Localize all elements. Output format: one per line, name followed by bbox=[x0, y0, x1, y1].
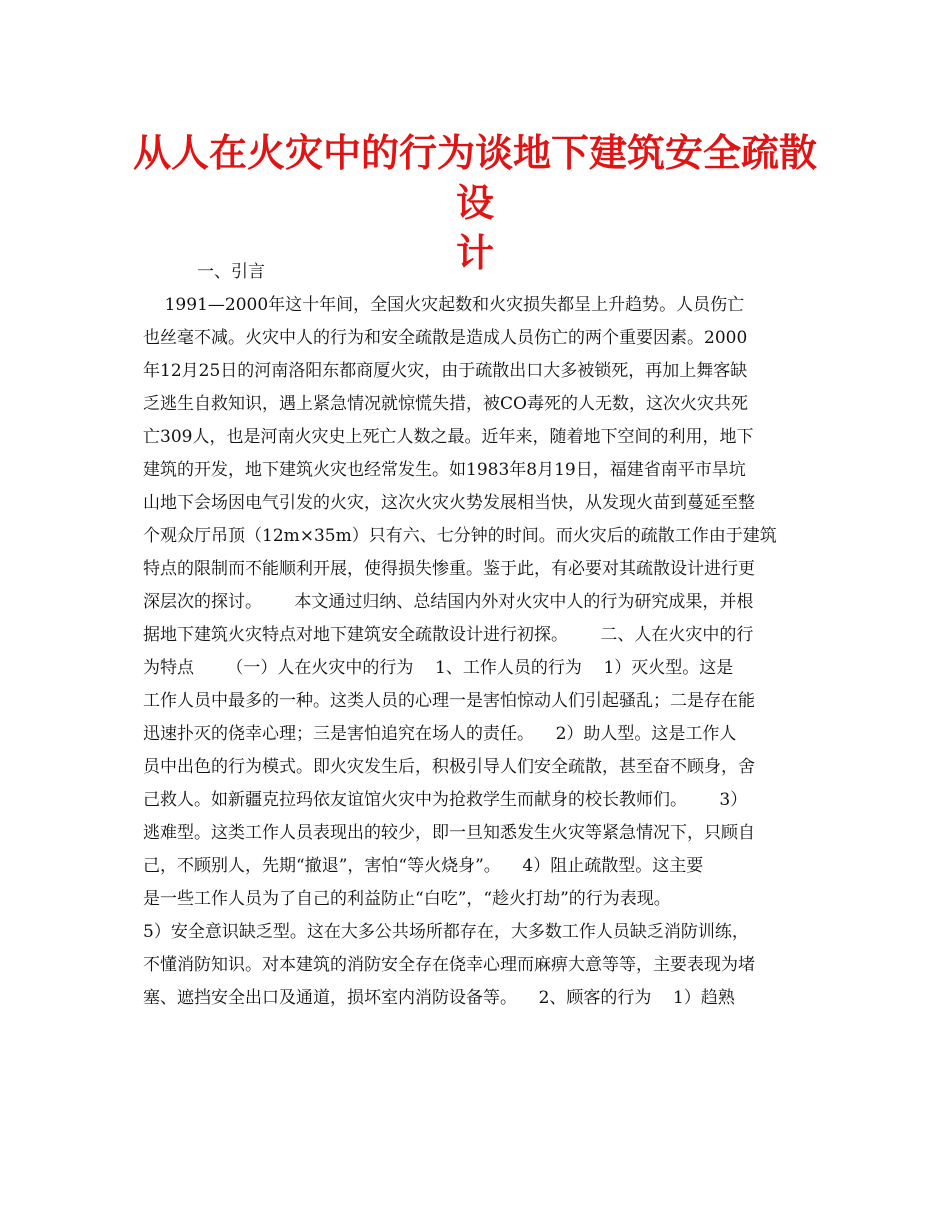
body-line: 工作人员中最多的一种。这类人员的心理一是害怕惊动人们引起骚乱；二是存在能 bbox=[143, 691, 755, 711]
body-line: 也丝毫不减。火灾中人的行为和安全疏散是造成人员伤亡的两个重要因素。2000 bbox=[143, 328, 748, 348]
body-line: 为特点 （一）人在火灾中的行为 1、工作人员的行为 1）灭火型。这是 bbox=[143, 658, 734, 678]
title-line-1: 从人在火灾中的行为谈地下建筑安全疏散设 bbox=[132, 130, 817, 225]
body-line: 建筑的开发，地下建筑火灾也经常发生。如1983年8月19日，福建省南平市旱坑 bbox=[143, 460, 746, 480]
body-line: 逃难型。这类工作人员表现出的较少，即一旦知悉发生火灾等紧急情况下，只顾自 bbox=[143, 823, 755, 843]
body-line: 己救人。如新疆克拉玛依友谊馆火灾中为抢救学生而献身的校长教师们。 3） bbox=[143, 790, 748, 810]
document-body bbox=[143, 256, 813, 1015]
body-line: 一、引言 bbox=[143, 262, 266, 282]
body-line: 个观众厅吊顶（12m×35m）只有六、七分钟的时间。而火灾后的疏散工作由于建筑 bbox=[143, 526, 777, 546]
body-line: 员中出色的行为模式。即火灾发生后，积极引导人们安全疏散，甚至奋不顾身，舍 bbox=[143, 757, 755, 777]
body-line: 山地下会场因电气引发的火灾，这次火灾火势发展相当快，从发现火苗到蔓延至整 bbox=[143, 493, 755, 513]
body-line: 塞、遮挡安全出口及通道，损坏室内消防设备等。 2、顾客的行为 1）趋熟 bbox=[143, 988, 735, 1008]
body-line: 深层次的探讨。 本文通过归纳、总结国内外对火灾中人的行为研究成果，并根 bbox=[143, 592, 754, 612]
body-line: 据地下建筑火灾特点对地下建筑安全疏散设计进行初探。 二、人在火灾中的行 bbox=[143, 625, 754, 645]
body-line: 1991—2000年这十年间，全国火灾起数和火灾损失都呈上升趋势。人员伤亡 bbox=[143, 295, 745, 315]
body-line: 乏逃生自救知识，遇上紧急情况就惊慌失措，被CO毒死的人无数，这次火灾共死 bbox=[143, 394, 748, 414]
body-line: 亡309人，也是河南火灾史上死亡人数之最。近年来，随着地下空间的利用，地下 bbox=[143, 427, 754, 447]
body-line: 己，不顾别人，先期“撤退”，害怕“等火烧身”。 4）阻止疏散型。这主要 bbox=[143, 856, 704, 876]
body-line: 年12月25日的河南洛阳东都商厦火灾，由于疏散出口大多被锁死，再加上舞客缺 bbox=[143, 361, 748, 381]
body-line: 不懂消防知识。对本建筑的消防安全存在侥幸心理而麻痹大意等等，主要表现为堵 bbox=[143, 955, 755, 975]
body-line: 特点的限制而不能顺利开展，使得损失惨重。鉴于此，有必要对其疏散设计进行更 bbox=[143, 559, 755, 579]
title-line-2: 计 bbox=[455, 230, 494, 275]
body-line: 5）安全意识缺乏型。这在大多公共场所都存在，大多数工作人员缺乏消防训练， bbox=[143, 922, 749, 942]
body-line: 是一些工作人员为了自己的利益防止“白吃”，“趁火打劫”的行为表现。 bbox=[143, 889, 671, 909]
body-line: 迅速扑灭的侥幸心理；三是害怕追究在场人的责任。 2）助人型。这是工作人 bbox=[143, 724, 737, 744]
